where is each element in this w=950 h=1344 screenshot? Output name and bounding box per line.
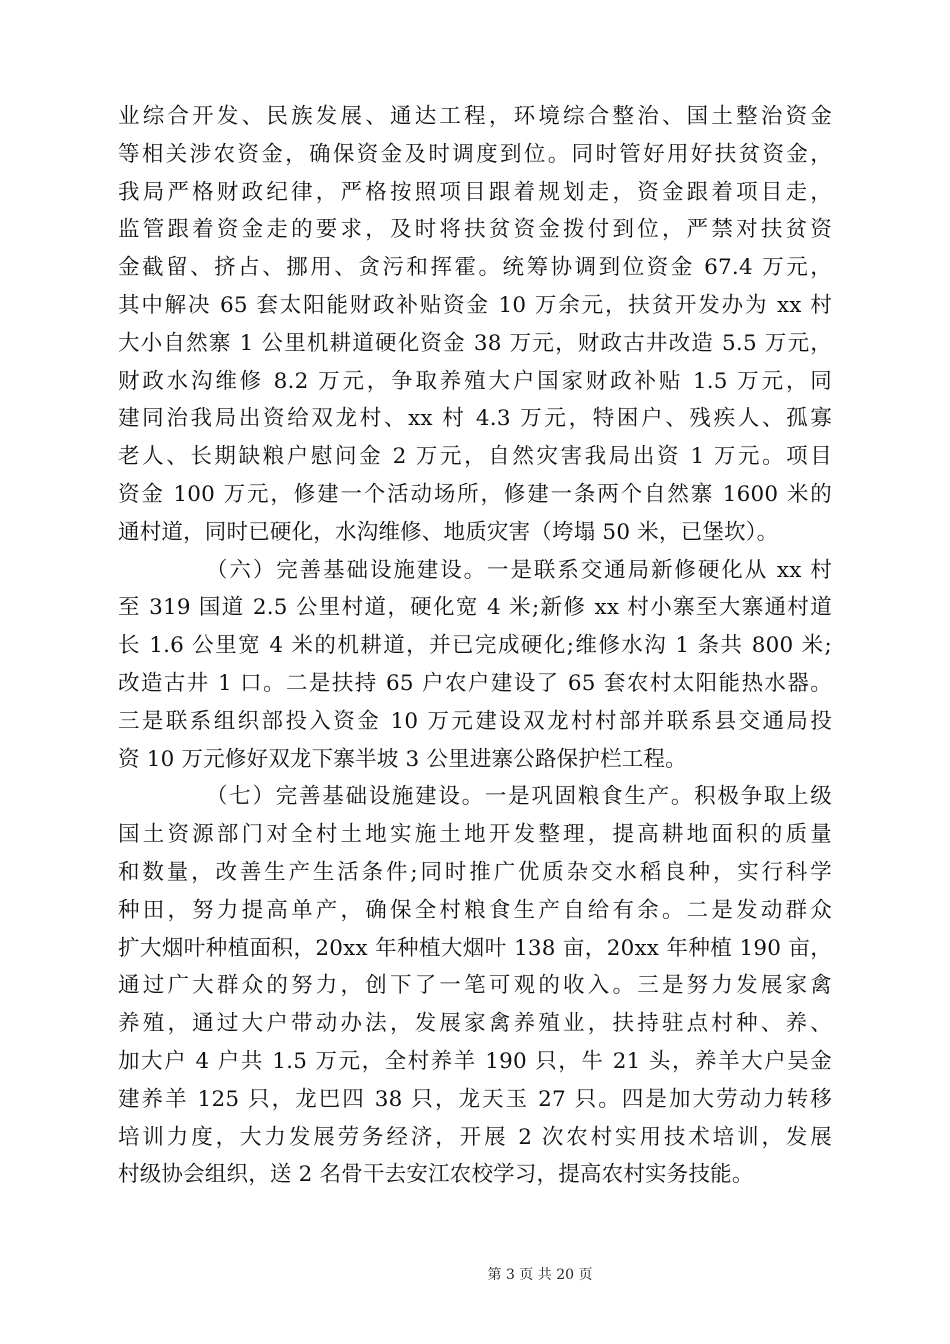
text-line: 种田，努力提高单产，确保全村粮食生产自给有余。二是发动群众 — [118, 897, 832, 923]
text-line: 资金 100 万元，修建一个活动场所，修建一条两个自然寨 1600 米的 — [118, 481, 832, 507]
text-line: 建同治我局出资给双龙村、xx 村 4.3 万元，特困户、残疾人、孤寡 — [118, 406, 832, 432]
text-line: 养殖，通过大户带动办法，发展家禽养殖业，扶持驻点村种、养、 — [118, 1011, 832, 1037]
text-line: 扩大烟叶种植面积，20xx 年种植大烟叶 138 亩，20xx 年种植 190 亩， — [118, 935, 832, 961]
text-line: 三是联系组织部投入资金 10 万元建设双龙村村部并联系县交通局投 — [118, 708, 832, 734]
text-line: 监管跟着资金走的要求，及时将扶贫资金拨付到位，严禁对扶贫资 — [118, 217, 832, 243]
text-line: 业综合开发、民族发展、通达工程，环境综合整治、国土整治资金 — [118, 104, 832, 129]
text-line: 大小自然寨 1 公里机耕道硬化资金 38 万元，财政古井改造 5.5 万元， — [118, 330, 832, 356]
text-line: 通村道，同时已硬化，水沟维修、地质灾害（垮塌 50 米，已堡坎）。 — [118, 519, 779, 545]
text-line: 老人、长期缺粮户慰问金 2 万元，自然灾害我局出资 1 万元。项目 — [118, 444, 832, 470]
text-line: 加大户 4 户共 1.5 万元，全村养羊 190 只，牛 21 头，养羊大户吴金 — [118, 1048, 832, 1074]
text-line: 和数量，改善生产生活条件;同时推广优质杂交水稻良种，实行科学 — [118, 859, 832, 885]
text-line: 培训力度，大力发展劳务经济，开展 2 次农村实用技术培训，发展 — [118, 1124, 832, 1150]
text-line: 资 10 万元修好双龙下寨半坡 3 公里进寨公路保护栏工程。 — [118, 746, 687, 772]
text-line: 财政水沟维修 8.2 万元，争取养殖大户国家财政补贴 1.5 万元，同 — [118, 368, 832, 394]
text-line: 国土资源部门对全村土地实施土地开发整理，提高耕地面积的质量 — [118, 822, 832, 848]
text-line: 改造古井 1 口。二是扶持 65 户农户建设了 65 套农村太阳能热水器。 — [118, 670, 832, 696]
section-6-heading-line: （六）完善基础设施建设。一是联系交通局新修硬化从 xx 村 — [206, 557, 832, 583]
text-line: 我局严格财政纪律，严格按照项目跟着规划走，资金跟着项目走， — [118, 179, 832, 205]
text-line: 金截留、挤占、挪用、贪污和挥霍。统筹协调到位资金 67.4 万元， — [118, 255, 832, 281]
text-line: 通过广大群众的努力，创下了一笔可观的收入。三是努力发展家禽 — [118, 973, 832, 999]
text-line: 建养羊 125 只，龙巴四 38 只，龙天玉 27 只。四是加大劳动力转移 — [118, 1086, 832, 1112]
text-line: 等相关涉农资金，确保资金及时调度到位。同时管好用好扶贫资金， — [118, 141, 832, 167]
text-line: 其中解决 65 套太阳能财政补贴资金 10 万余元，扶贫开发办为 xx 村 — [118, 292, 832, 318]
page-number: 第 3 页 共 20 页 — [487, 1267, 593, 1283]
text-line: 村级协会组织，送 2 名骨干去安江农校学习，提高农村实务技能。 — [118, 1162, 754, 1188]
body-text — [118, 98, 832, 1194]
section-7-heading-line: （七）完善基础设施建设。一是巩固粮食生产。积极争取上级 — [206, 784, 832, 810]
text-line: 至 319 国道 2.5 公里村道，硬化宽 4 米;新修 xx 村小寨至大寨通村道 — [118, 595, 832, 621]
text-line: 长 1.6 公里宽 4 米的机耕道，并已完成硬化;维修水沟 1 条共 800 米; — [118, 633, 832, 659]
